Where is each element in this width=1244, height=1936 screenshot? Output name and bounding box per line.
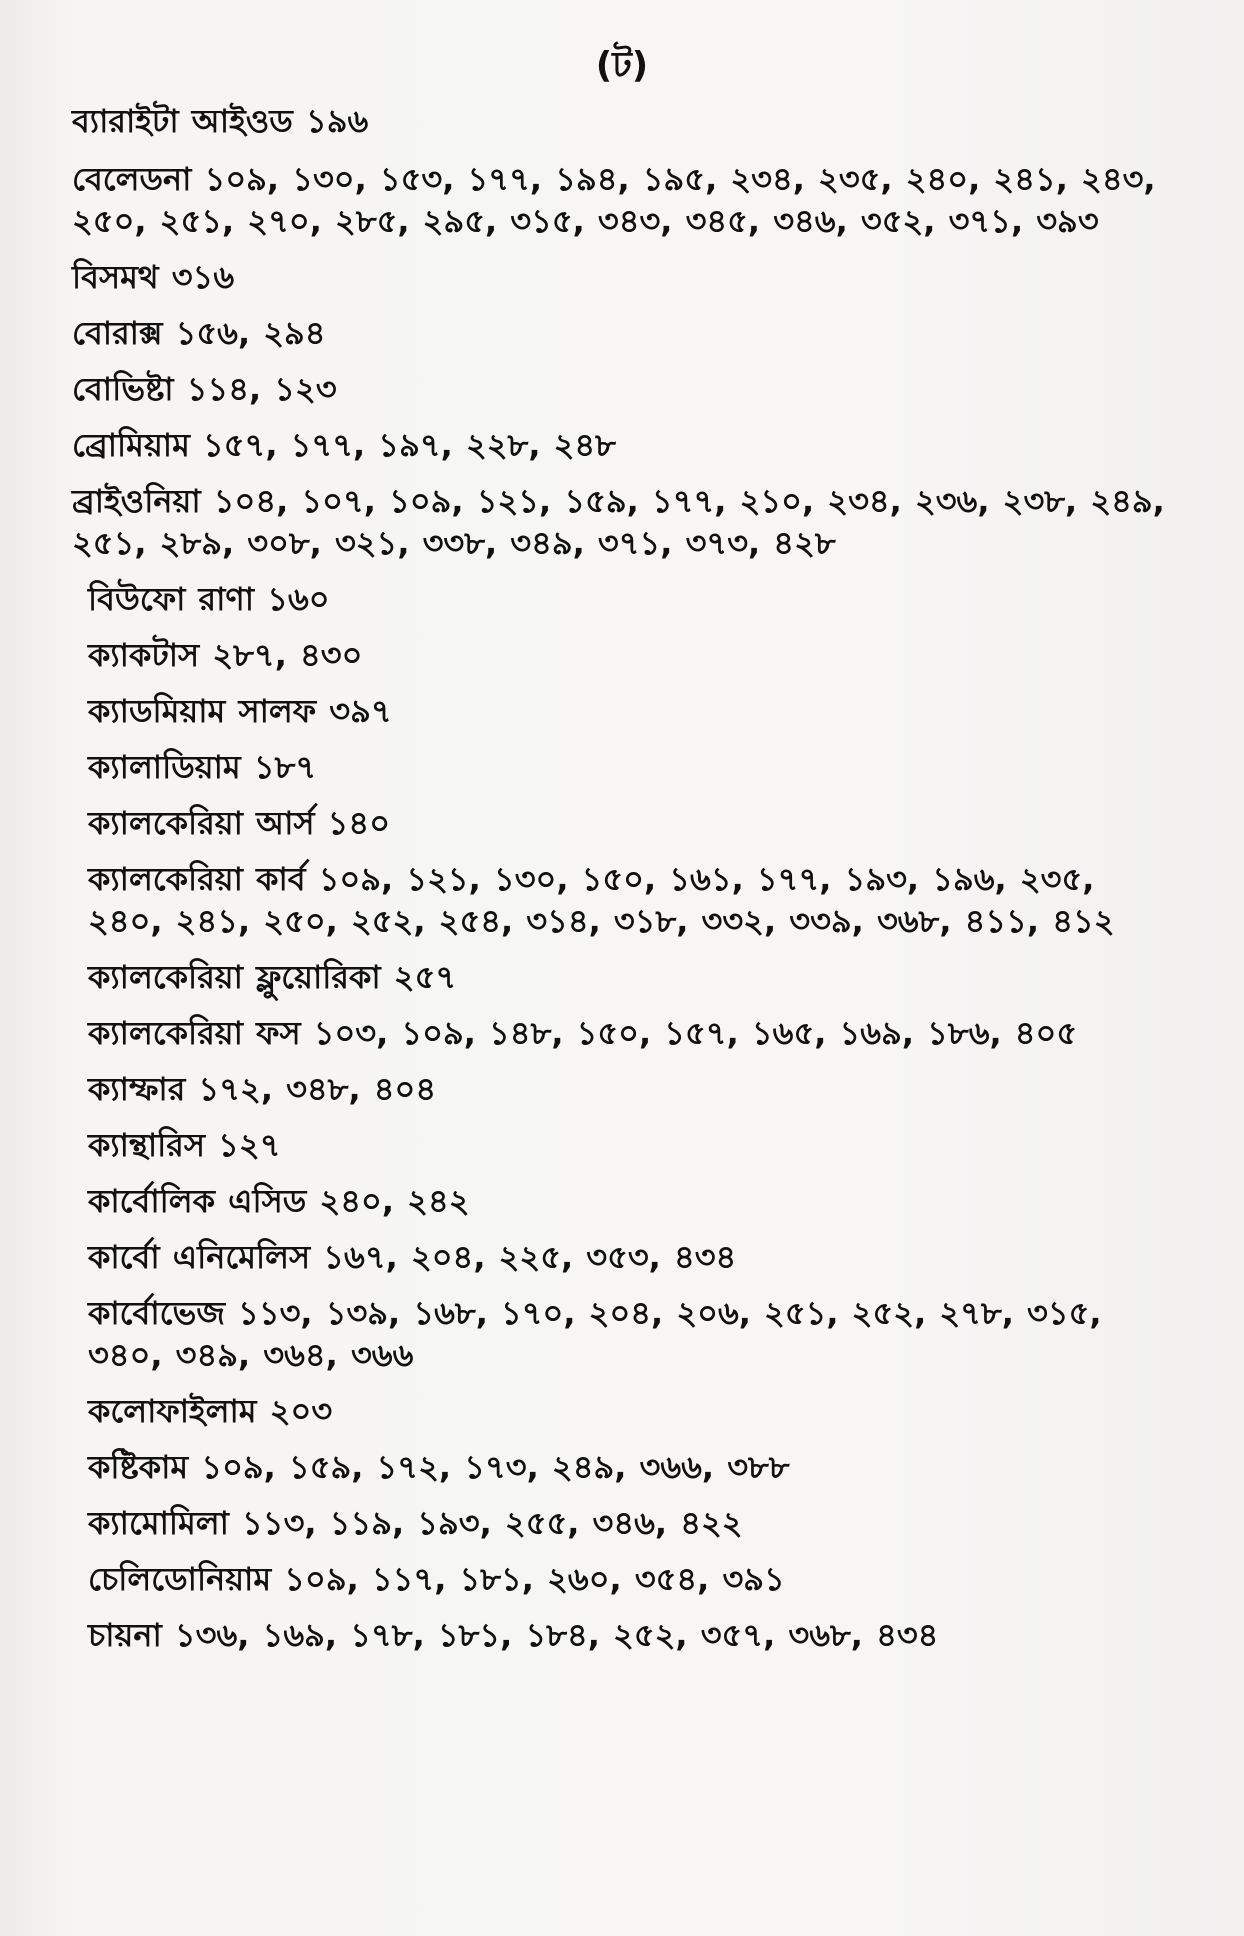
index-entry xyxy=(72,1390,1182,1432)
entry-term: ক্যালাডিয়াম xyxy=(88,748,241,786)
entry-pages: ১৯৬ xyxy=(305,102,369,140)
entry-term: কার্বোভেজ xyxy=(88,1294,225,1332)
entry-term: কলোফাইলাম xyxy=(88,1392,257,1430)
entry-pages: ২৫৭ xyxy=(393,958,457,996)
entry-pages: ১০৪, ১০৭, ১০৯, ১২১, ১৫৯, ১৭৭, ২১০, ২৩৪, ২৩৬, ২৩৮, ২৪৯, ২৫১, ২৮৯, ৩০৮, ৩২১, ৩৩৮, ৩৪৯, ৩৭১, ৩৭৩, ৪২৮ xyxy=(72,482,1165,562)
index-entry xyxy=(72,858,1182,942)
entry-pages: ১৬৭, ২০৪, ২২৫, ৩৫৩, ৪৩৪ xyxy=(323,1238,737,1276)
entry-pages: ২০৩ xyxy=(269,1392,333,1430)
index-entry xyxy=(72,1502,1182,1544)
page-header: (ট) xyxy=(595,45,649,86)
entry-term: বেলেডনা xyxy=(72,160,192,198)
entry-pages: ১১৩, ১১৯, ১৯৩, ২৫৫, ৩৪৬, ৪২২ xyxy=(242,1504,743,1542)
entry-pages: ১০৩, ১০৯, ১৪৮, ১৫০, ১৫৭, ১৬৫, ১৬৯, ১৮৬, ৪০৫ xyxy=(313,1014,1078,1052)
entry-term: বোভিষ্টা xyxy=(72,370,174,408)
entry-pages: ২৪০, ২৪২ xyxy=(319,1182,470,1220)
entry-term: কার্বো এনিমেলিস xyxy=(88,1238,311,1276)
entry-pages: ১১৩, ১৩৯, ১৬৮, ১৭০, ২০৪, ২০৬, ২৫১, ২৫২, ২৭৮, ৩১৫, ৩৪০, ৩৪৯, ৩৬৪, ৩৬৬ xyxy=(88,1294,1102,1374)
entry-pages: ১০৯, ১৩০, ১৫৩, ১৭৭, ১৯৪, ১৯৫, ২৩৪, ২৩৫, ২৪০, ২৪১, ২৪৩, ২৫০, ২৫১, ২৭০, ২৮৫, ২৯৫, ৩১৫, ৩৪৩, ৩৪৫, ৩৪৬, ৩৫২, ৩৭১, ৩৯৩ xyxy=(72,160,1156,240)
entry-term: ক্যালকেরিয়া ফস xyxy=(88,1014,301,1052)
index-entry xyxy=(72,578,1182,620)
entry-term: ক্যামোমিলা xyxy=(88,1504,229,1542)
entry-pages: ১০৯, ১৫৯, ১৭২, ১৭৩, ২৪৯, ৩৬৬, ৩৮৮ xyxy=(201,1448,790,1486)
entry-term: ক্যান্থারিস xyxy=(88,1126,206,1164)
index-entry xyxy=(72,956,1182,998)
entry-term: কষ্টিকাম xyxy=(88,1448,189,1486)
index-entry xyxy=(72,634,1182,676)
index-entry xyxy=(72,1068,1182,1110)
entry-pages: ১৫৭, ১৭৭, ১৯৭, ২২৮, ২৪৮ xyxy=(203,426,616,464)
index-entry xyxy=(72,1292,1182,1376)
index-entry xyxy=(72,802,1182,844)
entry-pages: ১৫৬, ২৯৪ xyxy=(175,314,326,352)
entry-term: ক্যালকেরিয়া ফ্লুয়োরিকা xyxy=(88,958,381,996)
entry-pages: ১০৯, ১২১, ১৩০, ১৫০, ১৬১, ১৭৭, ১৯৩, ১৯৬, ২৩৫, ২৪০, ২৪১, ২৫০, ২৫২, ২৫৪, ৩১৪, ৩১৮, ৩৩২, ৩৩৯, ৩৬৮, ৪১১, ৪১২ xyxy=(88,860,1115,940)
entry-pages: ৩১৬ xyxy=(171,258,235,296)
index-entry xyxy=(72,1180,1182,1222)
entry-term: কার্বোলিক এসিড xyxy=(88,1182,307,1220)
entry-pages: ৩৯৭ xyxy=(329,692,392,730)
entry-pages: ১৮৭ xyxy=(253,748,317,786)
entry-term: ব্রোমিয়াম xyxy=(72,426,190,464)
index-entry xyxy=(72,368,1182,410)
entry-pages: ১২৭ xyxy=(218,1126,281,1164)
entry-term: ব্রাইওনিয়া xyxy=(72,482,201,520)
index-entry xyxy=(72,424,1182,466)
index-entry xyxy=(72,312,1182,354)
index-entry xyxy=(72,1614,1182,1656)
index-entry xyxy=(72,1236,1182,1278)
index-entry xyxy=(72,1012,1182,1054)
index-entry xyxy=(72,1124,1182,1166)
entry-pages: ১১৪, ১২৩ xyxy=(186,370,337,408)
index-list xyxy=(72,100,1182,1670)
index-entry xyxy=(72,100,1182,142)
entry-term: ক্যাম্ফার xyxy=(88,1070,186,1108)
entry-pages: ১৩৬, ১৬৯, ১৭৮, ১৮১, ১৮৪, ২৫২, ৩৫৭, ৩৬৮, ৪৩৪ xyxy=(174,1616,939,1654)
entry-term: বোরাক্স xyxy=(72,314,163,352)
index-entry xyxy=(72,1558,1182,1600)
entry-term: ক্যাকটাস xyxy=(88,636,200,674)
entry-term: চেলিডোনিয়াম xyxy=(88,1560,272,1598)
entry-term: ক্যালকেরিয়া আর্স xyxy=(88,804,315,842)
entry-term: চায়না xyxy=(88,1616,162,1654)
entry-pages: ১৬০ xyxy=(267,580,330,618)
index-entry xyxy=(72,746,1182,788)
index-entry xyxy=(72,1446,1182,1488)
index-entry xyxy=(72,690,1182,732)
entry-pages: ১৭২, ৩৪৮, ৪০৪ xyxy=(198,1070,437,1108)
entry-pages: ২৮৭, ৪৩০ xyxy=(212,636,363,674)
index-entry xyxy=(72,256,1182,298)
entry-term: ব্যারাইটা আইওড xyxy=(72,102,293,140)
index-entry xyxy=(72,480,1182,564)
entry-pages: ১০৯, ১১৭, ১৮১, ২৬০, ৩৫৪, ৩৯১ xyxy=(284,1560,785,1598)
entry-term: বিউফো রাণা xyxy=(88,580,255,618)
entry-pages: ১৪০ xyxy=(327,804,391,842)
entry-term: ক্যাডমিয়াম সালফ xyxy=(88,692,317,730)
index-entry xyxy=(72,158,1182,242)
entry-term: ক্যালকেরিয়া কার্ব xyxy=(88,860,306,898)
entry-term: বিসমথ xyxy=(72,258,159,296)
